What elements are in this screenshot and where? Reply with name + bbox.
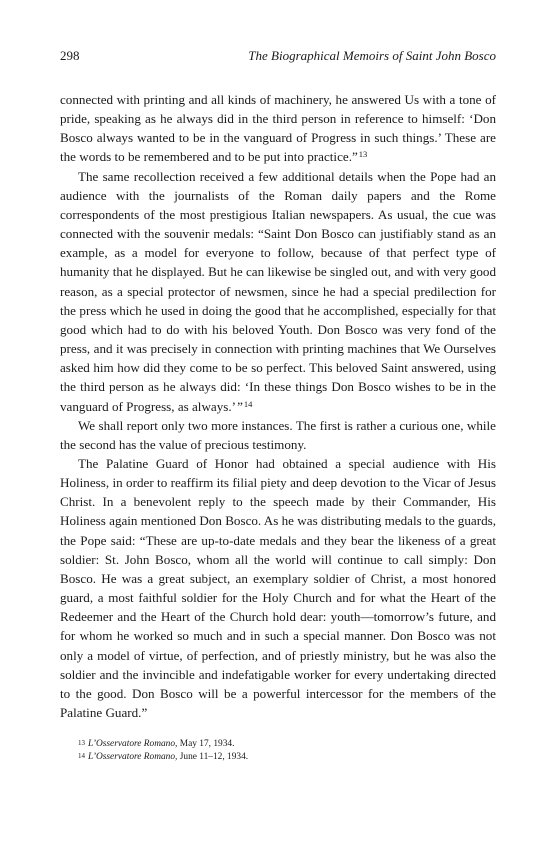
paragraph-3 xyxy=(60,416,496,454)
footnote-number: 14 xyxy=(78,752,85,761)
footnote-source: L’Osservatore Romano, xyxy=(88,739,178,750)
footnote-date: June 11–12, 1934. xyxy=(177,752,249,763)
footnote-source: L’Osservatore Romano, xyxy=(88,752,178,763)
paragraph-text: The Palatine Guard of Honor had obtained a special audience with His Holiness, in order to reaffirm its filial piety and deep devotion to the Vicar of Jesus Christ. In a benevolent reply to the speech made by their Commander, His Holiness again mentioned Don Bosco. As he was distributing medals to the guards, the Pope said: “These are up-to-date medals and they bear the likeness of a great soldier: St. John Bosco, whom all the world will continue to call simply: Don Bosco. He was a great subject, an exemplary soldier of Christ, a most honored guard, a most faithful soldier for the Holy Church and for what the Heart of the Redeemer and the Heart of the Church hold dear: youth—tomorrow’s future, and for whom he worked so much and in such a special manner. Don Bosco was not only a model of virtue, of perfection, and of priestly ministry, but he was also the soldier and the invincible and indefatigable worker for every undertaking directed to the good. Don Bosco will be a powerful intercessor for the members of the Palatine Guard.” xyxy=(60,455,496,720)
page-number: 298 xyxy=(60,48,80,63)
running-head: The Biographical Memoirs of Saint John Bosco xyxy=(248,48,496,63)
body-text xyxy=(60,90,496,722)
footnote-reference-13: 13 xyxy=(358,149,368,160)
paragraph-1 xyxy=(60,90,496,167)
paragraph-2 xyxy=(60,167,496,416)
footnote-13 xyxy=(78,738,496,751)
footnote-number: 13 xyxy=(78,739,85,748)
paragraph-text: connected with printing and all kinds of machinery, he answered Us with a tone of pride, speaking as he always did in the third person in reference to himself: ‘Don Bosco always wanted to be in the vanguard of Progress in such things.’ These are the words to be remembered and to be put into practice.” xyxy=(60,92,496,165)
footnote-date: May 17, 1934. xyxy=(177,739,235,750)
footnote-14 xyxy=(78,751,496,764)
paragraph-text: The same recollection received a few additional details when the Pope had an audience with the journalists of the Roman daily papers and the Rome correspondents of the most prestigious Italian newspapers. As usual, the cue was connected with the souvenir medals: “Saint Don Bosco can justifiably stand as an example, as a model for everyone to follow, because of that perfect type of humanity that he displayed. But he can likewise be singled out, and with very good reason, as a special protector of newsmen, since he had a special predilection for the press which he used in doing the good that he accomplished, especially for that good which had to do with his beloved Youth. Don Bosco was very fond of the press, and it was precisely in connection with printing machines that We Ourselves asked him how did they come to be so perfect. This beloved Saint answered, using the third person as he always did: ‘In these things Don Bosco wishes to be in the vanguard of Progress, as always.’ ” xyxy=(60,168,496,414)
paragraph-text: We shall report only two more instances. The first is rather a curious one, while the second has the value of precious testimony. xyxy=(60,417,496,452)
book-page xyxy=(60,48,496,764)
paragraph-4 xyxy=(60,454,496,722)
page-header xyxy=(60,48,496,68)
footnotes xyxy=(60,738,496,764)
footnote-reference-14: 14 xyxy=(243,398,253,409)
